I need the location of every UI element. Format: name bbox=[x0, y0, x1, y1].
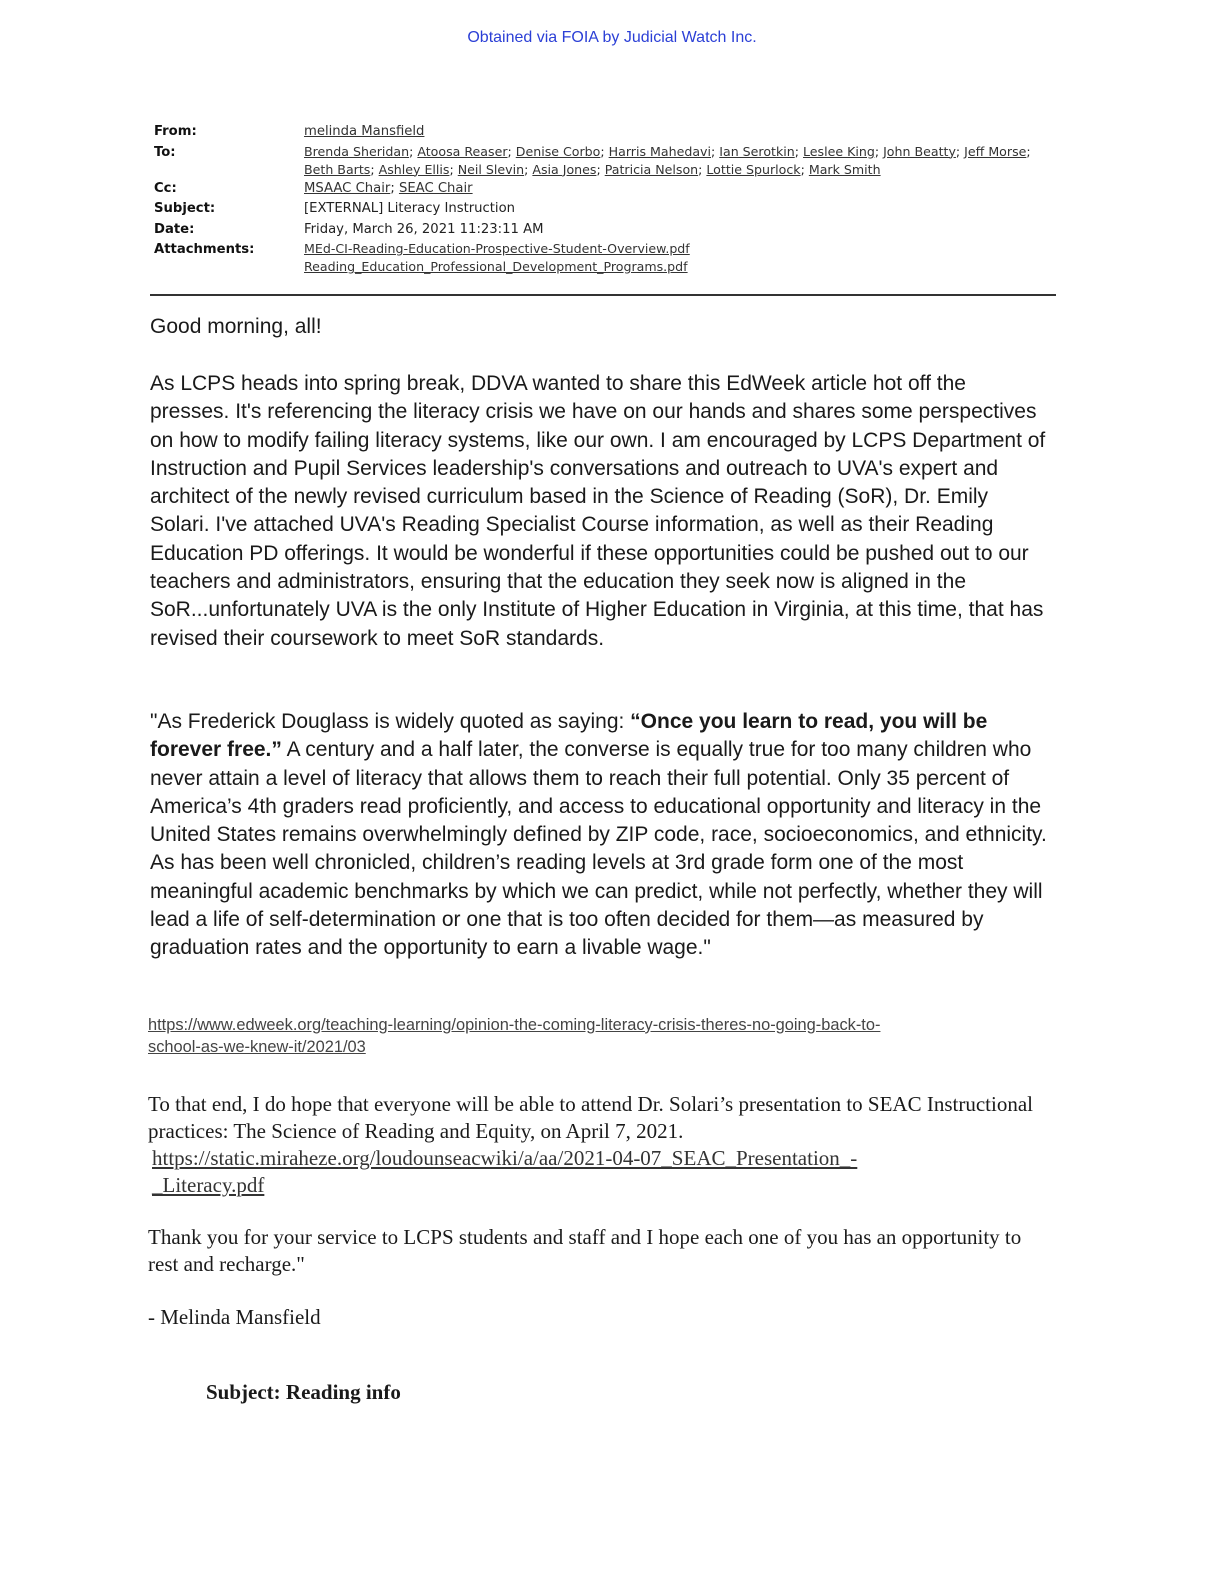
forwarded-subject: Subject: Reading info bbox=[206, 1380, 401, 1404]
recipient-separator: ; bbox=[600, 143, 609, 159]
foia-watermark: Obtained via FOIA by Judicial Watch Inc. bbox=[467, 29, 757, 46]
recipient-link[interactable]: Atoosa Reaser bbox=[417, 143, 508, 159]
attachment-link[interactable]: MEd-CI-Reading-Education-Prospective-Student-Overview.pdf bbox=[304, 241, 690, 256]
presentation-link[interactable] bbox=[148, 1145, 1048, 1199]
recipient-link[interactable]: SEAC Chair bbox=[398, 180, 473, 196]
recipient-link[interactable]: Jeff Morse bbox=[964, 143, 1027, 159]
edweek-url-line-1: https://www.edweek.org/teaching-learning/opinion-the-coming-literacy-crisis-theres-no-going-back-to- bbox=[148, 1016, 881, 1034]
recipient-separator: ; bbox=[596, 161, 605, 177]
recipient-link[interactable]: Denise Corbo bbox=[515, 143, 601, 159]
recipient-link[interactable]: Asia Jones bbox=[532, 161, 597, 177]
recipient-separator: ; bbox=[711, 143, 720, 159]
from-row bbox=[154, 122, 1054, 143]
recipient-link[interactable]: Brenda Sheridan bbox=[304, 143, 410, 159]
douglass-quote-paragraph bbox=[150, 708, 1050, 963]
date-value: Friday, March 26, 2021 11:23:11 AM bbox=[304, 221, 544, 237]
date-label: Date: bbox=[154, 221, 195, 237]
cc-label: Cc: bbox=[154, 180, 177, 196]
subject-row bbox=[154, 199, 1054, 220]
attachments-label: Attachments: bbox=[154, 242, 255, 257]
subject-value: [EXTERNAL] Literacy Instruction bbox=[304, 201, 516, 216]
recipient-separator: ; bbox=[390, 180, 399, 196]
recipient-link[interactable]: Patricia Nelson bbox=[604, 161, 699, 177]
recipient-separator: ; bbox=[874, 143, 884, 159]
presentation-url-line-1: https://static.miraheze.org/loudounseacwiki/a/aa/2021-04-07_SEAC_Presentation_- bbox=[152, 1146, 858, 1170]
signature: - Melinda Mansfield bbox=[148, 1305, 321, 1329]
recipient-link[interactable]: Harris Mahedavi bbox=[608, 143, 712, 159]
recipient-link[interactable]: Neil Slevin bbox=[457, 161, 525, 177]
body-paragraph-3 bbox=[148, 1091, 1048, 1199]
quote-intro: "As Frederick Douglass is widely quoted as saying: bbox=[150, 710, 631, 733]
greeting: Good morning, all! bbox=[150, 315, 322, 338]
date-row bbox=[154, 220, 1054, 241]
recipient-separator: ; bbox=[955, 143, 965, 159]
subject-label: Subject: bbox=[154, 201, 216, 216]
recipient-separator: ; bbox=[449, 161, 458, 177]
recipient-separator: ; bbox=[800, 161, 809, 177]
recipient-link[interactable]: Beth Barts bbox=[304, 161, 371, 177]
recipient-separator: ; bbox=[524, 161, 533, 177]
email-header bbox=[154, 122, 1054, 276]
presentation-url-line-2: _Literacy.pdf bbox=[152, 1173, 265, 1197]
recipient-separator: ; bbox=[794, 143, 803, 159]
from-value bbox=[304, 122, 1054, 143]
cc-recipients bbox=[304, 179, 1054, 200]
recipient-link[interactable]: Leslee King bbox=[803, 143, 875, 159]
attachments-row bbox=[154, 240, 1054, 276]
to-row bbox=[154, 143, 1054, 179]
quote-bold: “Once you learn to read, you will be forever free.” bbox=[150, 710, 988, 762]
recipient-link[interactable]: MSAAC Chair bbox=[304, 180, 391, 196]
from-sender: melinda Mansfield bbox=[304, 124, 425, 139]
quote-rest: A century and a half later, the converse is equally true for too many children who never attain a level of literacy that allows them to reach their full potential. Only 35 percent of America’s 4th graders read proficiently, and access to educational opportunity and literacy in the United States remains overwhelmingly defined by ZIP code, race, socioeconomics, and ethnicity. As has been well chronicled, children’s reading levels at 3rd grade form one of the most meaningful academic benchmarks by which we can predict, while not perfectly, whether they will lead a life of self-determination or one that is too often decided for them—as measured by graduation rates and the opportunity to earn a livable wage." bbox=[150, 738, 1047, 960]
from-label: From: bbox=[154, 124, 197, 139]
cc-row bbox=[154, 179, 1054, 200]
attachment-link[interactable]: Reading_Education_Professional_Development_Programs.pdf bbox=[304, 259, 688, 274]
to-recipients bbox=[304, 143, 1054, 179]
attachments-list bbox=[304, 240, 1054, 276]
presentation-text: To that end, I do hope that everyone will be able to attend Dr. Solari’s presentation to SEAC Instructional practices: The Science of Reading and Equity, on April 7, 2021. bbox=[148, 1092, 1033, 1143]
recipient-separator: ; bbox=[409, 143, 418, 159]
to-label: To: bbox=[154, 144, 176, 160]
edweek-url-line-2: school-as-we-knew-it/2021/03 bbox=[148, 1038, 366, 1056]
body-paragraph-4: Thank you for your service to LCPS students and staff and I hope each one of you has an opportunity to rest and recharge." bbox=[148, 1225, 1022, 1276]
body-paragraph-1: As LCPS heads into spring break, DDVA wanted to share this EdWeek article hot off the presses. It's referencing the literacy crisis we have on our hands and shares some perspectives on how to modify failing literacy systems, like our own. I am encouraged by LCPS Department of Instruction and Pupil Services leadership's conversations and outreach to UVA's expert and architect of the newly revised curriculum based in the Science of Reading (SoR), Dr. Emily Solari. I've attached UVA's Reading Specialist Course information, as well as their Reading Education PD offerings. It would be wonderful if these opportunities could be pushed out to our teachers and administrators, ensuring that the education they seek now is aligned in the SoR...unfortunately UVA is the only Institute of Higher Education in Virginia, at this time, that has revised their coursework to meet SoR standards. bbox=[150, 372, 1046, 650]
header-divider bbox=[150, 294, 1056, 296]
edweek-article-link[interactable] bbox=[148, 1014, 1048, 1058]
recipient-separator: ; bbox=[1026, 143, 1031, 159]
recipient-link[interactable]: Ashley Ellis bbox=[378, 161, 450, 177]
recipient-link[interactable]: Mark Smith bbox=[808, 161, 881, 177]
recipient-link[interactable]: Lottie Spurlock bbox=[706, 161, 801, 177]
recipient-separator: ; bbox=[698, 161, 707, 177]
recipient-link[interactable]: Ian Serotkin bbox=[719, 143, 795, 159]
recipient-separator: ; bbox=[370, 161, 379, 177]
recipient-link[interactable]: John Beatty bbox=[883, 143, 956, 159]
recipient-separator: ; bbox=[507, 143, 516, 159]
